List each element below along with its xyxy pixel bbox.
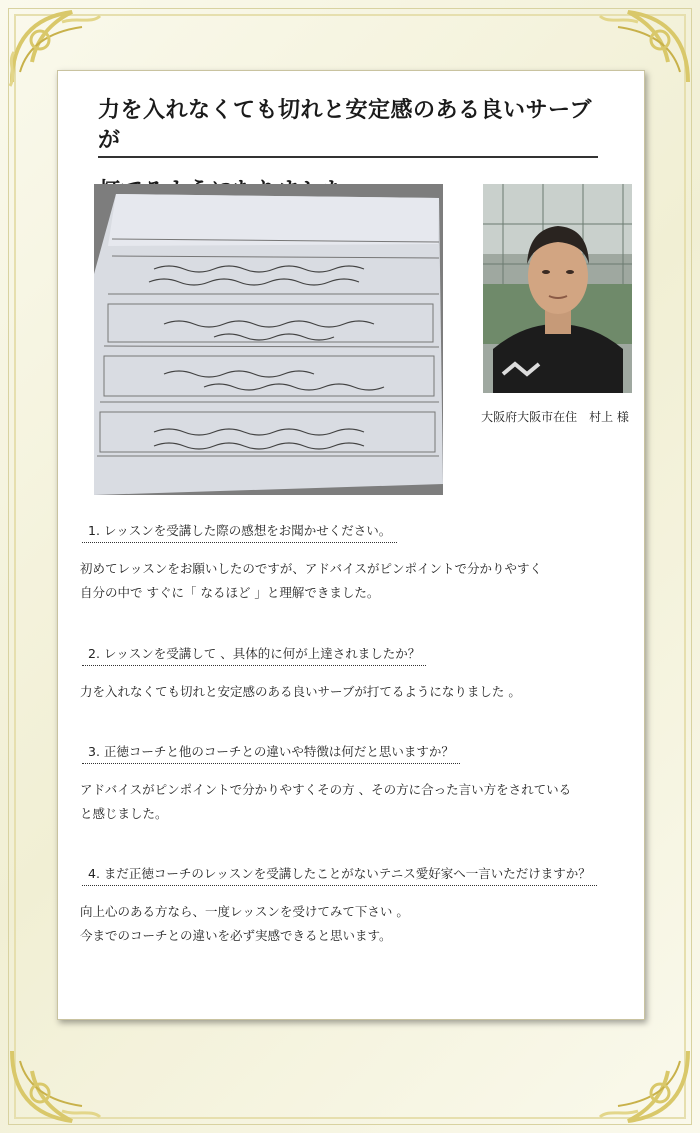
qa-item-4: [80, 863, 620, 948]
question-3: 3. 正徳コーチと他のコーチとの違いや特徴は何だと思いますか？: [82, 742, 460, 764]
qa-item-2: [80, 643, 620, 704]
survey-sheet-photo: [94, 184, 443, 495]
answer-1: 初めてレッスンをお願いしたのですが、アドバイスがピンポイントで分かりやすく 自分の中で すぐに「 なるほど 」と理解できました。: [80, 561, 543, 600]
question-2: 2. レッスンを受講して 、具体的に何が上達されましたか？: [82, 644, 426, 666]
answer-2: 力を入れなくても切れと安定感のある良いサーブが打てるようになりました 。: [80, 684, 521, 699]
qa-item-3: [80, 741, 620, 826]
answer-3: アドバイスがピンポイントで分かりやすくその方 、その方に合った言い方をされている と感じました。: [80, 782, 572, 821]
question-1: 1. レッスンを受講した際の感想をお聞かせください。: [82, 521, 397, 543]
question-4: 4. まだ正徳コーチのレッスンを受講したことがないテニス愛好家へ一言いただけますか？: [82, 864, 597, 886]
answer-4: 向上心のある方なら、一度レッスンを受けてみて下さい 。 今までのコーチとの違いを必ず実感できると思います。: [80, 904, 409, 943]
qa-item-1: [80, 520, 620, 605]
corner-ornament-icon: [2, 1041, 112, 1131]
page-title-line1: 力を入れなくても切れと安定感のある良いサーブが: [98, 96, 598, 158]
corner-ornament-icon: [588, 1041, 698, 1131]
customer-photo: [483, 184, 632, 393]
photo-caption: 大阪府大阪市在住 村上 様: [481, 410, 629, 424]
